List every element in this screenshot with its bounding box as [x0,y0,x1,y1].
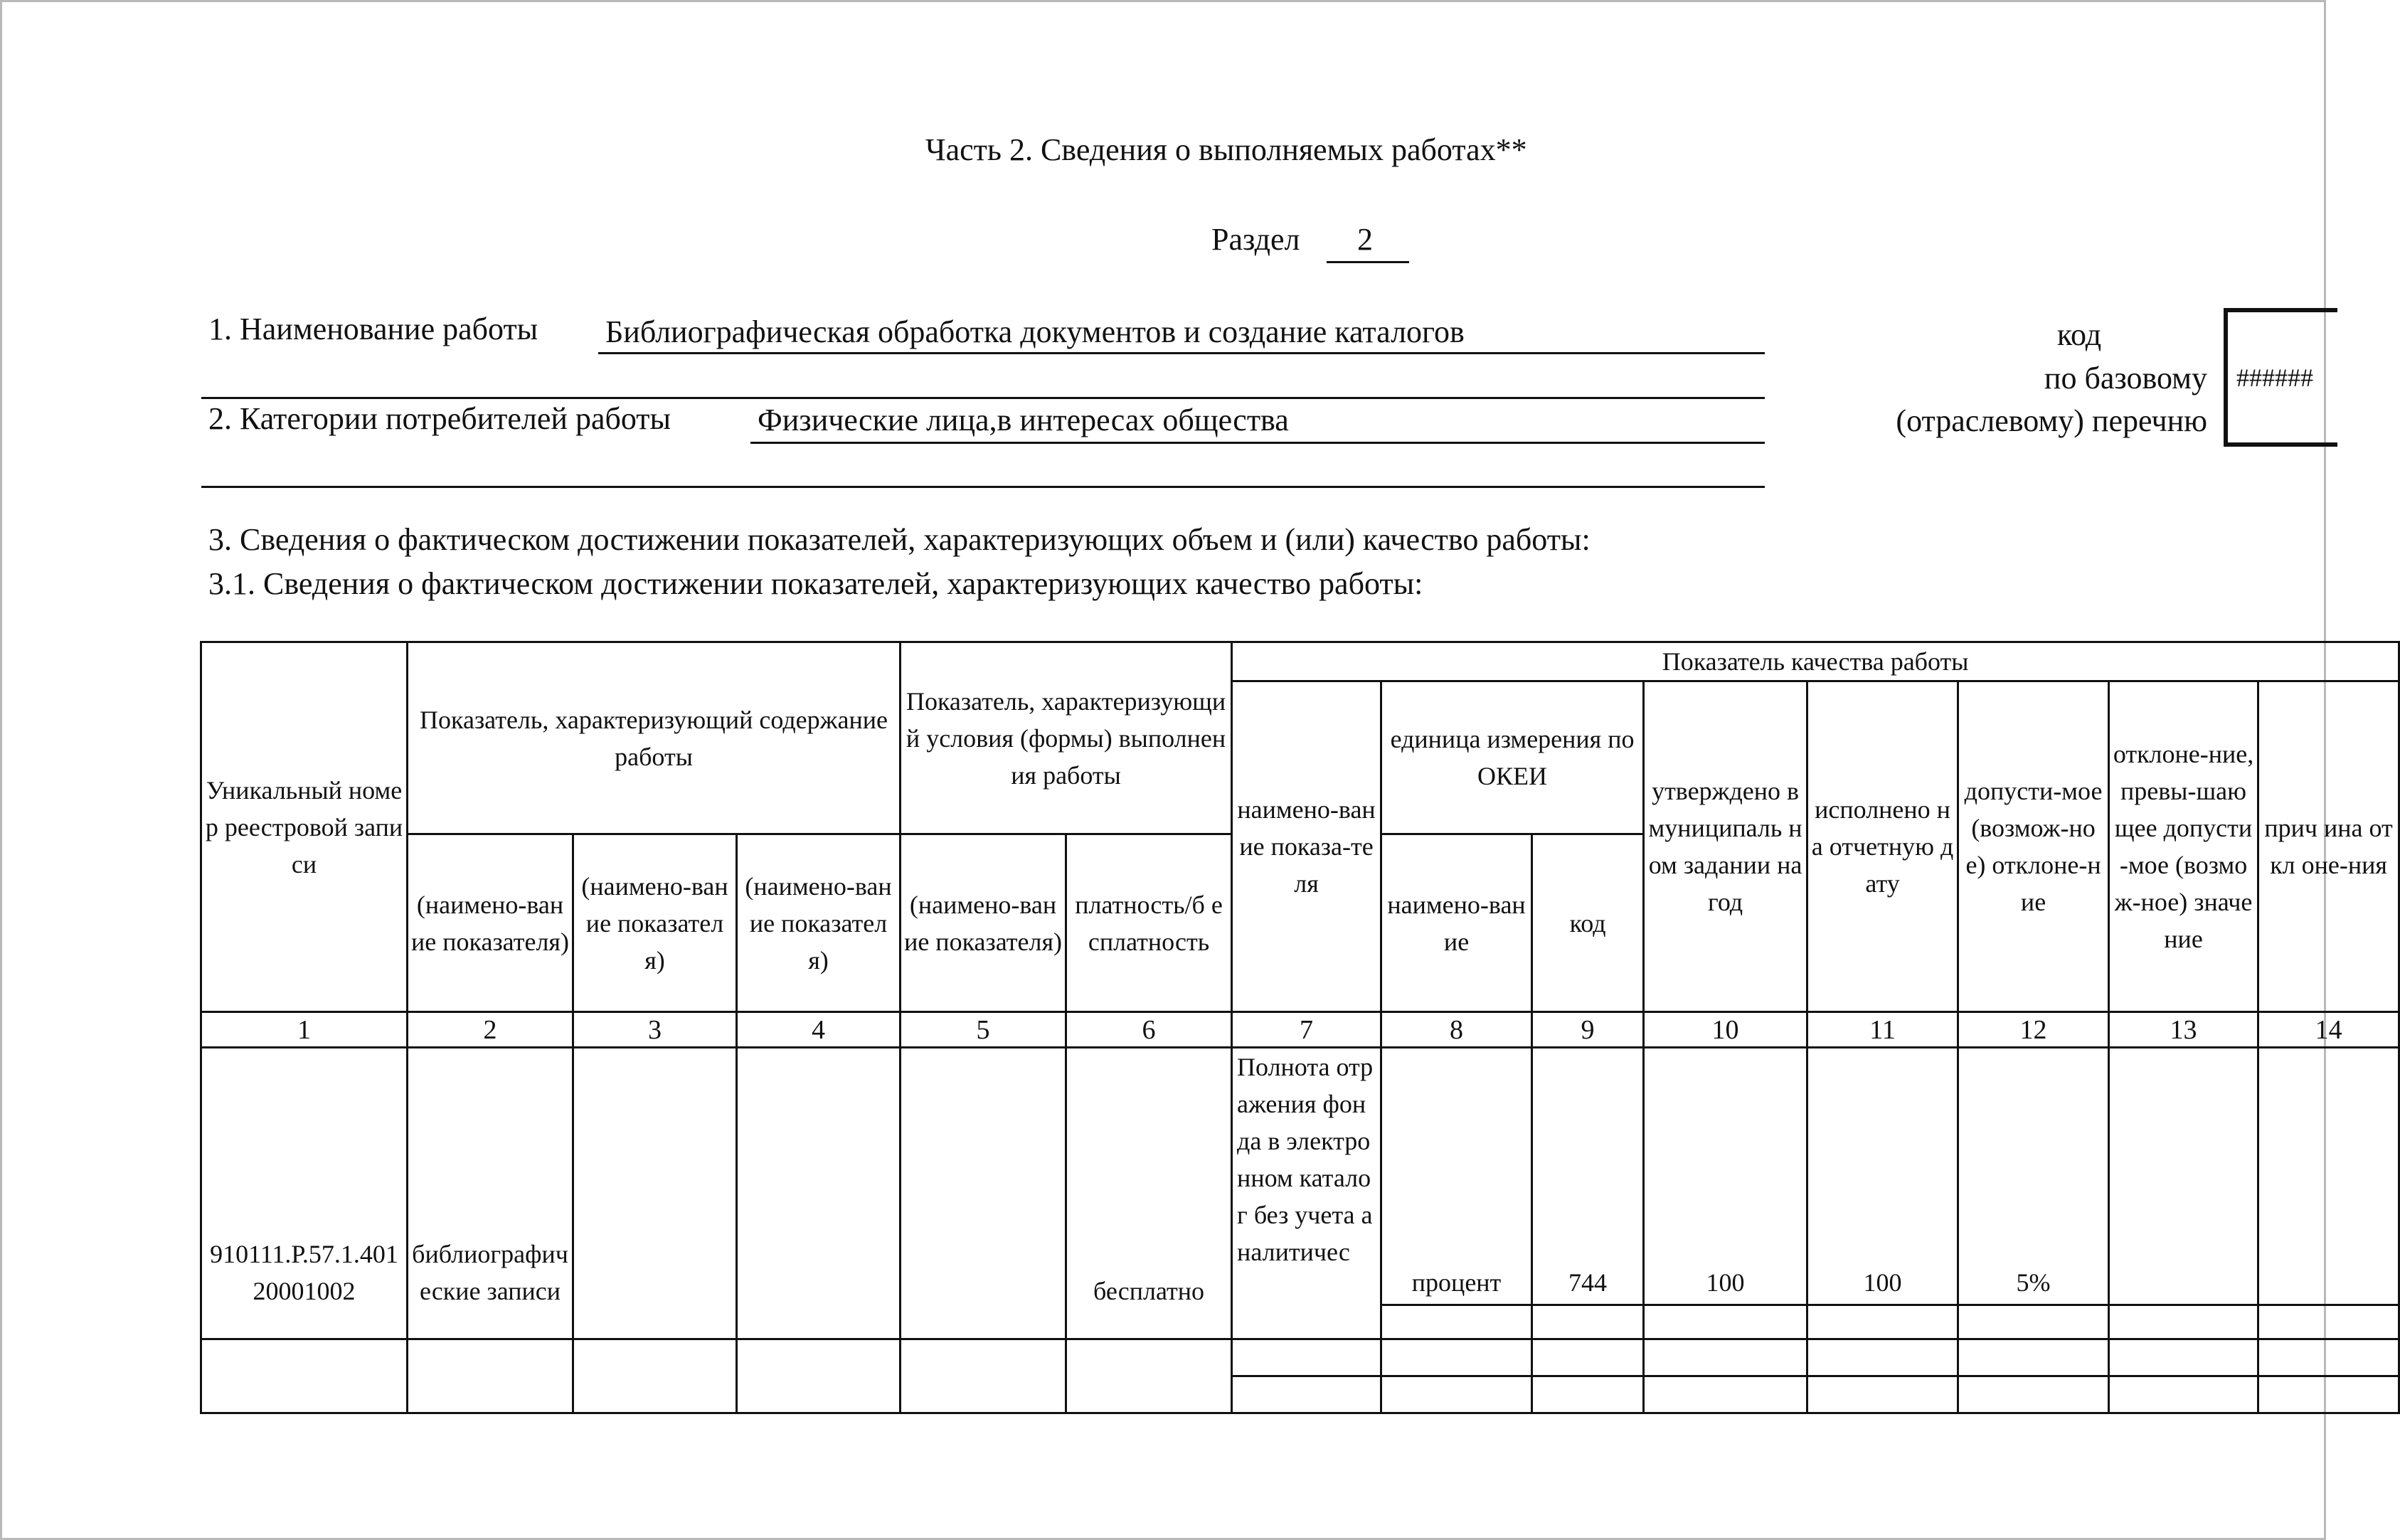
cell-registry-number: 910111.Р.57.1.40120001002 [201,1048,408,1339]
blank-underline-1 [201,397,1765,399]
header-exceeding-deviation: отклоне-ние, превы-шающее допусти-мое (возмож-ное) значение [2109,681,2258,1012]
work-name-value: Библиографическая обработка документов и создание каталогов [605,314,1465,349]
consumers-value: Физические лица,в интересах общества [758,403,1289,437]
cell-empty [1807,1339,1958,1376]
column-number: 7 [1232,1012,1381,1048]
header-quality-indicator: Показатель качества работы [1232,642,2399,681]
section-label: Раздел [1211,222,1300,257]
header-sub-name-4: (наимено-вание показателя) [737,834,901,1012]
part-title: Часть 2. Сведения о выполняемых работах** [925,132,1527,167]
column-number: 8 [1381,1012,1532,1048]
cell-content-2 [573,1048,737,1339]
cell-done: 100 [1807,1048,1958,1305]
blank-underline-2 [201,486,1765,488]
heading-3: 3. Сведения о фактическом достижении показателей, характеризующих объем и (или) качество работы: [208,522,1591,557]
column-number: 3 [573,1012,737,1048]
cell-empty [2109,1376,2258,1413]
cell-empty [2109,1305,2258,1339]
cell-approved: 100 [1644,1048,1807,1305]
header-paid-free: платность/б есплатность [1066,834,1232,1012]
header-content-indicator: Показатель, характеризующий содержание работы [408,642,901,834]
column-number: 14 [2258,1012,2399,1048]
column-number: 9 [1532,1012,1644,1048]
column-number: 11 [1807,1012,1958,1048]
cell-indicator-name: Полнота отражения фонда в электронном каталог без учета аналитичес [1232,1048,1381,1339]
cell-empty [1532,1339,1644,1376]
cell-empty [201,1339,408,1413]
table-row [201,1048,2399,1305]
cell-empty [1807,1305,1958,1339]
header-unit-name: наимено-вание [1381,834,1532,1012]
cell-conditions-1 [901,1048,1066,1339]
consumers-label: 2. Категории потребителей работы [208,401,671,436]
cell-empty [1958,1339,2109,1376]
registry-code-box [2224,308,2337,447]
column-number: 1 [201,1012,408,1048]
cell-empty [1381,1376,1532,1413]
column-number: 4 [737,1012,901,1048]
cell-empty [1958,1376,2109,1413]
header-sub-name-2: (наимено-вание показателя) [408,834,573,1012]
consumers-underline [750,442,1765,444]
cell-empty [1232,1339,1381,1376]
cell-empty [2258,1339,2399,1376]
cell-empty [2109,1339,2258,1376]
column-number: 13 [2109,1012,2258,1048]
cell-empty [1381,1305,1532,1339]
cell-content-3 [737,1048,901,1339]
cell-empty [2258,1305,2399,1339]
cell-paid-free: бесплатно [1066,1048,1232,1339]
quality-indicators-table [200,641,2400,1414]
cell-empty [737,1339,901,1413]
cell-empty [1644,1305,1807,1339]
header-sub-name-5: (наимено-вание показателя) [901,834,1066,1012]
heading-3-1: 3.1. Сведения о фактическом достижении показателей, характеризующих качество работы: [208,566,1423,601]
cell-empty [408,1339,573,1413]
column-number: 5 [901,1012,1066,1048]
work-name-label: 1. Наименование работы [208,312,538,346]
work-name-underline [598,352,1765,354]
header-deviation-reason: прич ина откл оне-ния [2258,681,2399,1012]
header-unit-code: код [1532,834,1644,1012]
header-unique-number: Уникальный номер реестровой записи [201,642,408,1012]
registry-code-value: ###### [2236,363,2313,392]
column-number: 6 [1066,1012,1232,1048]
column-number: 12 [1958,1012,2109,1048]
cell-empty [1232,1376,1381,1413]
cell-empty [1066,1339,1232,1413]
header-done: исполнено на отчетную дату [1807,681,1958,1012]
table-row [201,1339,2399,1376]
cell-empty [1807,1376,1958,1413]
code-label-line1: код [2056,317,2102,352]
header-sub-name-3: (наимено-вание показателя) [573,834,737,1012]
cell-empty [1381,1339,1532,1376]
cell-empty [1532,1305,1644,1339]
cell-empty [1644,1376,1807,1413]
code-label-line2: по базовому [2044,361,2207,395]
column-number: 2 [408,1012,573,1048]
cell-empty [1958,1305,2109,1339]
section-number: 2 [1357,222,1373,257]
cell-unit-name: процент [1381,1048,1532,1305]
cell-empty [901,1339,1066,1413]
header-indicator-name: наимено-вание показа-теля [1232,681,1381,1012]
header-allowed-deviation: допусти-мое (возмож-ное) отклоне-ние [1958,681,2109,1012]
cell-content-1: библиографические записи [408,1048,573,1339]
code-label-line3: (отраслевому) перечню [1896,403,2207,438]
cell-empty [1644,1339,1807,1376]
cell-empty [1532,1376,1644,1413]
column-number: 10 [1644,1012,1807,1048]
header-approved: утверждено в муниципаль ном задании на год [1644,681,1807,1012]
cell-reason [2258,1048,2399,1305]
cell-exceeding [2109,1048,2258,1305]
section-underline [1327,261,1409,263]
header-conditions-indicator: Показатель, характеризующий условия (формы) выполнения работы [901,642,1232,834]
cell-unit-code: 744 [1532,1048,1644,1305]
cell-empty [2258,1376,2399,1413]
cell-allowed: 5% [1958,1048,2109,1305]
header-unit-okei: единица измерения по ОКЕИ [1381,681,1644,834]
cell-empty [573,1339,737,1413]
